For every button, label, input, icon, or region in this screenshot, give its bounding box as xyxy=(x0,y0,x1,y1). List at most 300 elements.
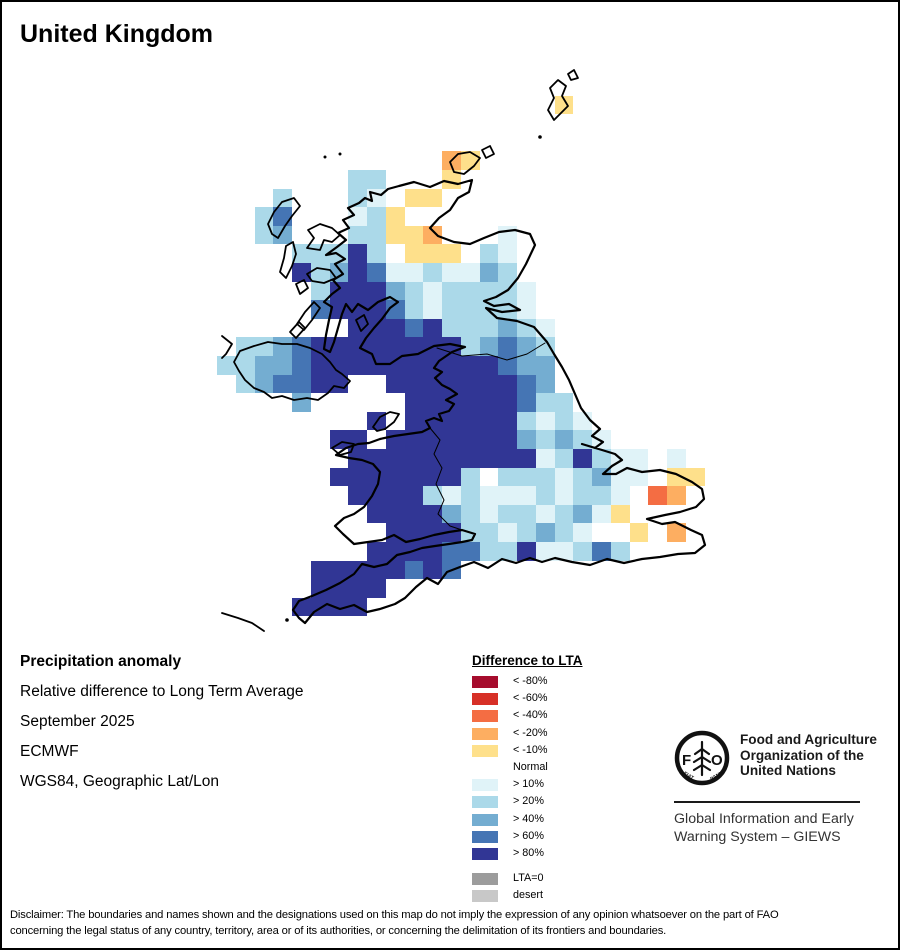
map-cell xyxy=(386,244,405,263)
fao-org-line3: United Nations xyxy=(740,763,836,778)
map-cell xyxy=(423,430,442,449)
map-cell xyxy=(536,468,555,487)
legend-row xyxy=(472,846,652,863)
map-cell xyxy=(348,337,367,356)
map-cell xyxy=(555,393,574,412)
map-cell xyxy=(367,226,386,245)
map-cell xyxy=(461,430,480,449)
precipitation-grid xyxy=(2,2,900,950)
map-cell xyxy=(592,542,611,561)
map-cell xyxy=(273,375,292,394)
map-cell xyxy=(405,282,424,301)
map-cell xyxy=(611,523,630,542)
fao-org-line2: Organization of the xyxy=(740,747,864,763)
map-cell xyxy=(217,356,236,375)
map-cell xyxy=(648,505,667,524)
map-cell xyxy=(480,356,499,375)
map-cell xyxy=(423,523,442,542)
map-cell xyxy=(517,486,536,505)
map-cell xyxy=(423,561,442,580)
map-cell xyxy=(423,337,442,356)
info-line-period: September 2025 xyxy=(20,713,135,730)
map-cell xyxy=(348,263,367,282)
map-cell xyxy=(255,226,274,245)
map-cell xyxy=(423,542,442,561)
map-cell xyxy=(461,523,480,542)
map-cell xyxy=(348,207,367,226)
map-cell xyxy=(386,226,405,245)
map-cell xyxy=(386,542,405,561)
legend-row xyxy=(472,743,652,760)
map-cell xyxy=(386,263,405,282)
map-cell xyxy=(461,282,480,301)
legend-label: < -80% xyxy=(513,675,548,687)
giews-name xyxy=(674,810,854,846)
legend-swatch xyxy=(472,779,498,791)
legend-row xyxy=(472,708,652,725)
map-cell xyxy=(498,412,517,431)
map-cell xyxy=(480,300,499,319)
map-cell xyxy=(423,412,442,431)
map-cell xyxy=(498,282,517,301)
fao-org-name xyxy=(740,732,877,779)
map-cell xyxy=(386,505,405,524)
legend-swatch xyxy=(472,676,498,688)
map-cell xyxy=(405,319,424,338)
map-cell xyxy=(648,468,667,487)
map-cell xyxy=(348,356,367,375)
map-cell xyxy=(423,505,442,524)
map-cell xyxy=(386,430,405,449)
map-cell xyxy=(330,468,349,487)
map-cell xyxy=(405,263,424,282)
map-cell xyxy=(311,263,330,282)
map-cell xyxy=(517,430,536,449)
legend-swatch xyxy=(472,710,498,722)
map-cell xyxy=(442,263,461,282)
map-cell xyxy=(498,523,517,542)
map-cell xyxy=(461,319,480,338)
legend-row xyxy=(472,871,652,888)
map-cell xyxy=(442,430,461,449)
map-cell xyxy=(330,356,349,375)
map-cell xyxy=(423,244,442,263)
map-cell xyxy=(630,505,649,524)
map-cell xyxy=(423,449,442,468)
map-cell xyxy=(611,505,630,524)
map-cell xyxy=(386,449,405,468)
map-metadata-block xyxy=(20,653,304,803)
legend-row xyxy=(472,691,652,708)
map-cell xyxy=(480,505,499,524)
map-cell xyxy=(348,561,367,580)
map-cell xyxy=(255,207,274,226)
map-cell xyxy=(498,449,517,468)
map-cell xyxy=(442,151,461,170)
map-cell xyxy=(555,542,574,561)
map-cell xyxy=(461,263,480,282)
legend-label: desert xyxy=(513,889,544,902)
map-cell xyxy=(348,579,367,598)
map-cell xyxy=(480,449,499,468)
map-cell xyxy=(255,337,274,356)
map-cell xyxy=(292,393,311,412)
map-cell xyxy=(236,375,255,394)
map-cell xyxy=(536,412,555,431)
svg-text:FIAT: FIAT xyxy=(682,770,695,782)
info-line-source: ECMWF xyxy=(20,743,79,760)
map-cell xyxy=(405,226,424,245)
legend-swatch xyxy=(472,745,498,757)
map-cell xyxy=(461,468,480,487)
map-cell xyxy=(405,505,424,524)
map-cell xyxy=(292,356,311,375)
map-cell xyxy=(573,468,592,487)
map-cell xyxy=(442,244,461,263)
map-cell xyxy=(480,375,499,394)
map-cell xyxy=(348,244,367,263)
map-cell xyxy=(667,523,686,542)
map-cell xyxy=(480,226,499,245)
map-cell xyxy=(442,356,461,375)
map-cell xyxy=(386,300,405,319)
map-cell xyxy=(442,337,461,356)
map-cell xyxy=(592,523,611,542)
map-cell xyxy=(498,375,517,394)
map-cell xyxy=(330,263,349,282)
fao-logo-icon xyxy=(673,729,731,787)
map-cell xyxy=(536,486,555,505)
map-cell xyxy=(667,449,686,468)
map-cell xyxy=(367,542,386,561)
map-cell xyxy=(573,542,592,561)
map-cell xyxy=(630,523,649,542)
map-cell xyxy=(386,207,405,226)
map-cell xyxy=(517,356,536,375)
info-heading: Precipitation anomaly xyxy=(20,653,182,670)
map-cell xyxy=(498,486,517,505)
map-cell xyxy=(461,151,480,170)
legend-label: > 80% xyxy=(513,846,544,859)
map-cell xyxy=(442,523,461,542)
map-cell xyxy=(405,542,424,561)
map-cell xyxy=(367,300,386,319)
map-cell xyxy=(536,449,555,468)
map-cell xyxy=(648,486,667,505)
map-cell xyxy=(423,263,442,282)
map-cell xyxy=(573,505,592,524)
map-cell xyxy=(573,430,592,449)
map-cell xyxy=(442,319,461,338)
page-title: United Kingdom xyxy=(20,20,214,48)
map-cell xyxy=(480,486,499,505)
legend-swatch xyxy=(472,728,498,740)
legend-row xyxy=(472,888,652,905)
map-cell xyxy=(367,561,386,580)
map-cell xyxy=(405,375,424,394)
legend-extra-items xyxy=(472,871,652,905)
map-cell xyxy=(386,486,405,505)
map-cell xyxy=(461,486,480,505)
map-cell xyxy=(330,598,349,617)
map-cell xyxy=(498,263,517,282)
map-cell xyxy=(648,449,667,468)
map-cell xyxy=(442,449,461,468)
map-cell xyxy=(461,244,480,263)
map-cell xyxy=(667,468,686,487)
map-cell xyxy=(630,486,649,505)
map-cell xyxy=(367,319,386,338)
map-cell xyxy=(311,244,330,263)
map-cell xyxy=(405,393,424,412)
map-cell xyxy=(423,393,442,412)
map-cell xyxy=(330,337,349,356)
map-cell xyxy=(480,319,499,338)
map-cell xyxy=(517,393,536,412)
map-cell xyxy=(517,523,536,542)
map-cell xyxy=(480,412,499,431)
map-cell xyxy=(273,207,292,226)
map-cell xyxy=(461,393,480,412)
map-cell xyxy=(536,356,555,375)
map-cell xyxy=(367,449,386,468)
map-cell xyxy=(498,505,517,524)
map-cell xyxy=(592,505,611,524)
map-cell xyxy=(536,393,555,412)
map-cell xyxy=(517,449,536,468)
map-cell xyxy=(405,337,424,356)
map-cell xyxy=(405,412,424,431)
map-cell xyxy=(311,300,330,319)
map-cell xyxy=(480,263,499,282)
map-cell xyxy=(367,263,386,282)
map-cell xyxy=(330,244,349,263)
map-cell xyxy=(648,523,667,542)
legend-label: < -60% xyxy=(513,692,548,705)
map-cell xyxy=(330,282,349,301)
legend-row xyxy=(472,674,652,691)
map-cell xyxy=(348,319,367,338)
map-cell xyxy=(330,579,349,598)
map-cell xyxy=(517,319,536,338)
map-cell xyxy=(367,337,386,356)
map-cell xyxy=(442,375,461,394)
map-cell xyxy=(461,226,480,245)
map-cell xyxy=(442,226,461,245)
map-cell xyxy=(498,244,517,263)
map-cell xyxy=(517,542,536,561)
legend-swatch xyxy=(472,873,498,885)
map-cell xyxy=(423,226,442,245)
map-cell xyxy=(461,505,480,524)
map-cell xyxy=(367,282,386,301)
map-cell xyxy=(348,282,367,301)
map-cell xyxy=(517,375,536,394)
map-cell xyxy=(442,170,461,189)
map-cell xyxy=(311,579,330,598)
map-cell xyxy=(592,468,611,487)
map-cell xyxy=(236,337,255,356)
map-cell xyxy=(517,282,536,301)
map-cell xyxy=(480,393,499,412)
map-cell xyxy=(348,189,367,208)
map-cell xyxy=(630,468,649,487)
map-cell xyxy=(573,449,592,468)
map-cell xyxy=(367,468,386,487)
map-cell xyxy=(348,449,367,468)
map-cell xyxy=(348,226,367,245)
disclaimer-text xyxy=(10,908,894,939)
map-cell xyxy=(386,523,405,542)
map-cell xyxy=(555,468,574,487)
map-cell xyxy=(517,468,536,487)
map-cell xyxy=(536,523,555,542)
map-cell xyxy=(461,449,480,468)
map-cell xyxy=(386,375,405,394)
map-cell xyxy=(498,542,517,561)
map-cell xyxy=(423,189,442,208)
legend-row xyxy=(472,829,652,846)
legend-label: > 10% xyxy=(513,778,544,791)
legend-swatch xyxy=(472,796,498,808)
map-cell xyxy=(273,189,292,208)
map-cell xyxy=(386,282,405,301)
map-cell xyxy=(461,337,480,356)
legend xyxy=(472,653,652,905)
legend-swatch xyxy=(472,814,498,826)
map-cell xyxy=(555,486,574,505)
map-cell xyxy=(592,449,611,468)
map-cell xyxy=(442,561,461,580)
map-cell xyxy=(498,226,517,245)
map-cell xyxy=(367,505,386,524)
legend-swatch xyxy=(472,762,498,774)
map-cell xyxy=(273,226,292,245)
map-cell xyxy=(348,486,367,505)
legend-row xyxy=(472,760,652,777)
map-cell xyxy=(630,449,649,468)
legend-title: Difference to LTA xyxy=(472,653,583,668)
map-cell xyxy=(255,375,274,394)
map-cell xyxy=(480,282,499,301)
map-cell xyxy=(311,598,330,617)
disclaimer-line1: Disclaimer: The boundaries and names shown and the designations used on this map do not imply the expression of any opinion whatsoever on the part of FAO xyxy=(10,909,779,921)
legend-label: < -40% xyxy=(513,709,548,722)
map-cell xyxy=(255,356,274,375)
map-cell xyxy=(330,430,349,449)
map-cell xyxy=(498,356,517,375)
legend-label: LTA=0 xyxy=(513,872,544,885)
map-cell xyxy=(330,375,349,394)
map-cell xyxy=(536,430,555,449)
map-cell xyxy=(498,337,517,356)
map-cell xyxy=(423,282,442,301)
map-cell xyxy=(442,542,461,561)
map-cell xyxy=(442,282,461,301)
map-cell xyxy=(611,486,630,505)
map-cell xyxy=(386,468,405,487)
map-cell xyxy=(555,523,574,542)
map-cell xyxy=(498,319,517,338)
legend-swatch xyxy=(472,831,498,843)
svg-text:O: O xyxy=(711,752,723,769)
legend-label: > 40% xyxy=(513,812,544,825)
giews-line1: Global Information and Early xyxy=(674,811,854,827)
legend-label: < -20% xyxy=(513,726,548,739)
map-cell xyxy=(348,300,367,319)
map-cell xyxy=(442,300,461,319)
legend-swatch xyxy=(472,848,498,860)
map-cell xyxy=(330,319,349,338)
legend-swatch xyxy=(472,693,498,705)
map-cell xyxy=(236,356,255,375)
map-cell xyxy=(555,449,574,468)
map-cell xyxy=(348,468,367,487)
map-cell xyxy=(442,468,461,487)
map-cell xyxy=(536,375,555,394)
map-cell xyxy=(498,300,517,319)
map-cell xyxy=(461,356,480,375)
map-cell xyxy=(517,505,536,524)
map-cell xyxy=(517,300,536,319)
legend-items xyxy=(472,674,652,863)
map-cell xyxy=(405,244,424,263)
map-cell xyxy=(423,300,442,319)
map-cell xyxy=(555,96,574,115)
map-cell xyxy=(480,430,499,449)
map-cell xyxy=(442,486,461,505)
legend-label: > 60% xyxy=(513,829,544,842)
info-line-projection: WGS84, Geographic Lat/Lon xyxy=(20,773,220,790)
map-cell xyxy=(423,468,442,487)
map-cell xyxy=(273,337,292,356)
fao-org-line1: Food and Agriculture xyxy=(740,732,877,747)
map-cell xyxy=(555,505,574,524)
map-cell xyxy=(423,375,442,394)
map-cell xyxy=(480,244,499,263)
map-cell xyxy=(386,356,405,375)
giews-line2: Warning System – GIEWS xyxy=(674,829,841,845)
map-cell xyxy=(386,319,405,338)
disclaimer-line2: concerning the legal status of any country, territory, area or of its authorities, or concerning the delimitation of its frontiers and boundaries. xyxy=(10,924,667,937)
map-cell xyxy=(367,356,386,375)
map-cell xyxy=(367,486,386,505)
legend-swatch xyxy=(472,890,498,902)
map-cell xyxy=(348,430,367,449)
map-cell xyxy=(292,598,311,617)
map-cell xyxy=(367,412,386,431)
map-cell xyxy=(611,542,630,561)
map-cell xyxy=(536,542,555,561)
map-cell xyxy=(405,561,424,580)
map-cell xyxy=(555,430,574,449)
map-cell xyxy=(461,542,480,561)
map-cell xyxy=(405,356,424,375)
map-cell xyxy=(367,244,386,263)
map-cell xyxy=(555,412,574,431)
legend-label: Normal xyxy=(513,760,548,773)
map-cell xyxy=(442,393,461,412)
map-cell xyxy=(611,468,630,487)
map-cell xyxy=(292,263,311,282)
map-cell xyxy=(573,486,592,505)
map-cell xyxy=(348,170,367,189)
map-cell xyxy=(442,412,461,431)
map-cell xyxy=(405,300,424,319)
map-cell xyxy=(480,468,499,487)
map-cell xyxy=(480,542,499,561)
map-cell xyxy=(292,375,311,394)
